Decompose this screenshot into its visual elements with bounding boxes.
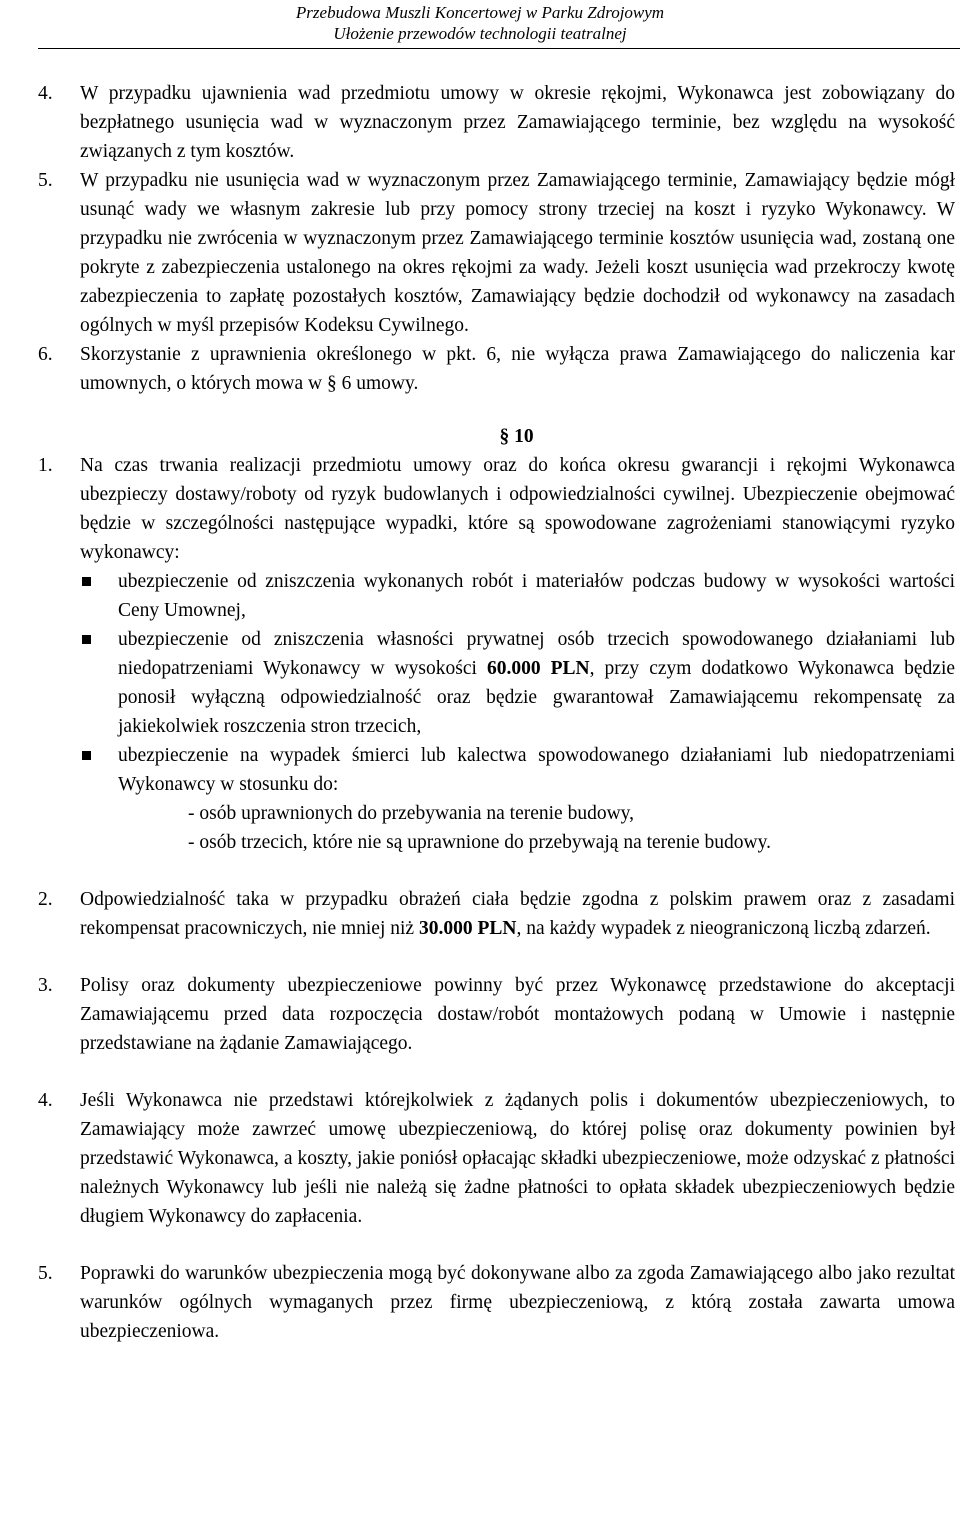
header-project-title: Przebudowa Muszli Koncertowej w Parku Zdrojowym: [295, 3, 665, 22]
list-item: [38, 567, 955, 625]
page-header: [0, 0, 960, 48]
clause-4: [38, 79, 955, 166]
spacer: [38, 1231, 955, 1259]
clause-6: [38, 340, 955, 398]
square-bullet-icon: [82, 751, 91, 760]
square-bullet-icon: [82, 635, 91, 644]
spacer: [38, 943, 955, 971]
header-divider: [38, 48, 960, 49]
list-item-text: ubezpieczenie od zniszczenia własności prywatnej osób trzecich spowodowanego działaniami lub niedopatrzeniami Wykonawcy w wysokości: [118, 629, 955, 679]
square-bullet-icon: [82, 577, 91, 586]
clause-text: W przypadku nie usunięcia wad w wyznaczonym przez Zamawiającego terminie, Zamawiający będzie mógł usunąć wady we własnym zakresie lub przy pomocy strony trzeciej na koszt i ryzyko Wykonawcy. W przypadku nie zwrócenia w wyznaczonym przez Zamawiającego terminie kosztów usunięcia wad, zostaną one pokryte z zabezpieczenia ustalonego na okres rękojmi za wady. Jeżeli koszt usunięcia wad przekroczy kwotę zabezpieczenia to zapłatę pozostałych kosztów, Zamawiający będzie dochodził od wykonawcy na zasadach ogólnych w myśl przepisów Kodeksu Cywilnego.: [80, 170, 955, 336]
clause-text: Jeśli Wykonawca nie przedstawi którejkolwiek z żądanych polis i dokumentów ubezpieczeniowych, to Zamawiający może zawrzeć umowę ubezpieczeniową, do której polisę oraz dokumenty powinien był przedstawić Wykonawca, a koszty, jakie poniósł opłacając składki ubezpieczeniowe, może odzyskać z płatności należnych Wykonawcy lub jeśli nie należą się żadne płatności to opłata składek ubezpieczeniowych będzie długiem Wykonawcy do zapłacenia.: [80, 1090, 955, 1227]
clause-text: W przypadku ujawnienia wad przedmiotu umowy w okresie rękojmi, Wykonawca jest zobowiązany do bezpłatnego usunięcia wad w wyznaczonym przez Zamawiającego terminie, bez względu na wysokość związanych z tym kosztów.: [80, 83, 955, 162]
document-body: [38, 79, 955, 1346]
clause-5: [38, 166, 955, 340]
dash-item: - osób trzecich, które nie są uprawnione do przebywają na terenie budowy.: [188, 832, 771, 853]
section10-clause-5: [38, 1259, 955, 1346]
section-heading: § 10: [499, 426, 534, 447]
clause-text: Poprawki do warunków ubezpieczenia mogą być dokonywane albo za zgoda Zamawiającego albo jako rezultat warunków ogólnych wymaganych przez firmę ubezpieczeniową, z którą została zawarta umowa ubezpieczeniowa.: [80, 1263, 955, 1342]
clause-text: , na każdy wypadek z nieograniczoną liczbą zdarzeń.: [516, 918, 931, 939]
clause-number: 3.: [38, 975, 53, 996]
clause-text: Odpowiedzialność taka w przypadku obrażeń ciała będzie zgodna z polskim prawem oraz z zasadami rekompensat pracowniczych, nie mniej niż: [80, 889, 955, 939]
section10-clause-4: [38, 1086, 955, 1231]
dash-item: - osób uprawnionych do przebywania na terenie budowy,: [188, 803, 635, 824]
section10-clause-3: [38, 971, 955, 1058]
amount-bold: 60.000 PLN: [486, 658, 590, 679]
clause-number: 4.: [38, 1090, 53, 1111]
list-item-text: , przy czym dodatkowo Wykonawca będzie ponosił wyłączną odpowiedzialność oraz będzie gwarantował Zamawiającemu rekompensatę za jakiekolwiek roszczenia stron trzecich,: [118, 658, 956, 737]
clause-number: 2.: [38, 889, 53, 910]
list-item: [38, 741, 955, 799]
spacer: [38, 1058, 955, 1086]
insurance-list: [38, 567, 955, 799]
clause-number: 5.: [38, 1263, 53, 1284]
spacer: [38, 857, 955, 885]
list-item-text: ubezpieczenie na wypadek śmierci lub kalectwa spowodowanego działaniami lub niedopatrzeniami Wykonawcy w stosunku do:: [118, 745, 955, 795]
section10-clause-1: [38, 451, 955, 567]
clause-text: Na czas trwania realizacji przedmiotu umowy oraz do końca okresu gwarancji i rękojmi Wykonawca ubezpieczy dostawy/roboty od ryzyk budowlanych i odpowiedzialności cywilnej. Ubezpieczenie obejmować będzie w szczególności następujące wypadki, które są spowodowane zagrożeniami stanowiącymi ryzyko wykonawcy:: [80, 455, 955, 563]
list-item-text: ubezpieczenie od zniszczenia wykonanych robót i materiałów podczas budowy w wysokości wartości Ceny Umownej,: [118, 571, 955, 621]
clause-text: Polisy oraz dokumenty ubezpieczeniowe powinny być przez Wykonawcę przedstawione do akceptacji Zamawiającemu przed data rozpoczęcia dostaw/robót montażowych podaną w Umowie i następnie przedstawiane na żądanie Zamawiającego.: [80, 975, 955, 1054]
clause-number: 5.: [38, 170, 53, 191]
clause-number: 4.: [38, 83, 53, 104]
clause-number: 1.: [38, 455, 53, 476]
clause-text: Skorzystanie z uprawnienia określonego w pkt. 6, nie wyłącza prawa Zamawiającego do naliczenia kar umownych, o których mowa w § 6 umowy.: [80, 344, 955, 394]
amount-bold: 30.000 PLN: [418, 918, 517, 939]
list-item: [38, 625, 955, 741]
header-subtitle: Ułożenie przewodów technologii teatralnej: [333, 24, 627, 43]
section10-clause-2: [38, 885, 955, 943]
clause-number: 6.: [38, 344, 53, 365]
